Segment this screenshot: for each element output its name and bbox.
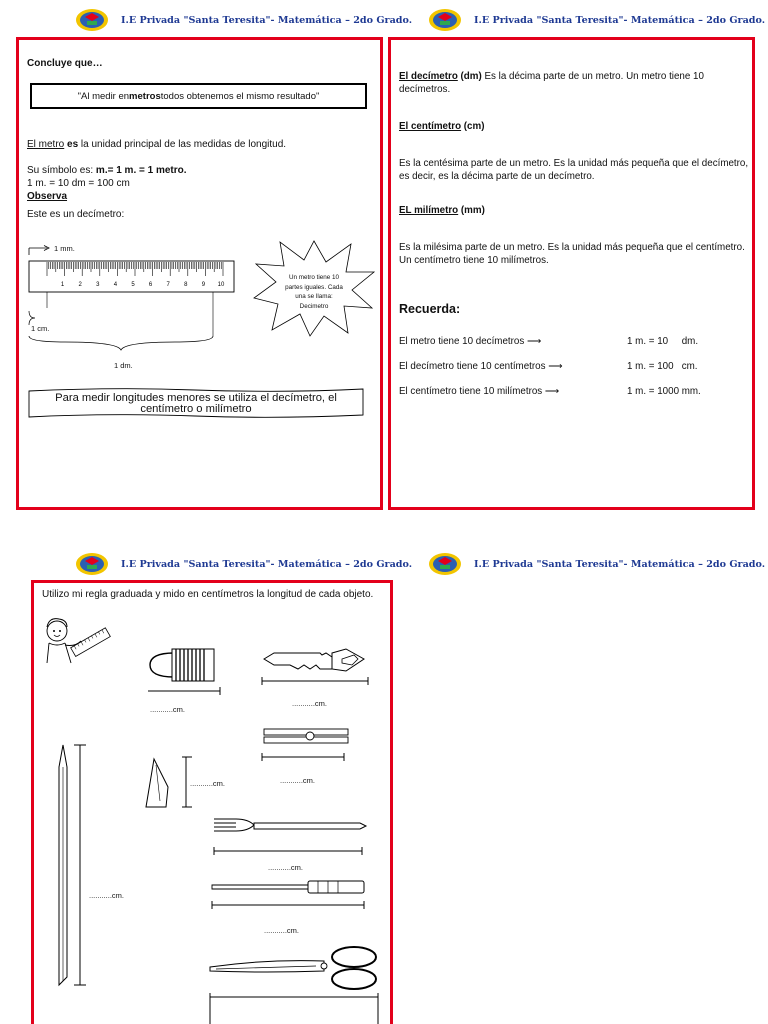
concluye-heading: Concluye que… <box>27 58 103 69</box>
centimetro-text: Es la centésima parte de un metro. Es la unidad más pequeña que el decímetro, es decir, es la décima parte de un decímetro. <box>399 158 749 182</box>
decimetro-abbr: (dm) <box>457 71 482 82</box>
scissors-icon <box>206 941 384 1024</box>
ruler-number: 4 <box>113 282 118 288</box>
conclusion-box <box>30 83 367 109</box>
conclusion-text-pre: "Al medir en <box>77 90 130 102</box>
metro-es: es <box>67 139 79 150</box>
ruler-number: 5 <box>131 282 135 288</box>
recuerda-row <box>399 360 562 373</box>
ruler-cm-label: 1 cm. <box>31 324 50 333</box>
recuerda-row-right: 1 m. = 100 cm. <box>627 361 698 372</box>
milimetro-text: Es la milésima parte de un metro. Es la unidad más pequeña que el centímetro. Un centímetro tiene 10 milímetros. <box>399 242 745 266</box>
recuerda-row <box>399 335 541 348</box>
decimetro-intro: Este es un decímetro: <box>27 209 125 220</box>
measure-blank: ...........cm. <box>190 779 226 788</box>
ruler-number: 9 <box>201 282 206 288</box>
instruction-text: Utilizo mi regla graduada y mido en centímetros la longitud de cada objeto. <box>42 589 374 600</box>
ruler-number: 8 <box>184 282 188 288</box>
ruler-number: 7 <box>166 282 170 288</box>
ruler-number: 2 <box>78 282 82 288</box>
decimeter-ruler <box>25 236 245 361</box>
ruler-number: 1 <box>60 282 65 288</box>
screwdriver-icon <box>208 877 368 921</box>
conclusion-text-post: todos obtenemos el mismo resultado" <box>160 90 320 102</box>
decimetro-definition <box>399 70 749 96</box>
recuerda-heading: Recuerda: <box>399 302 461 316</box>
arrow-right-icon: ⟶ <box>545 361 563 372</box>
panel-unidades <box>388 37 755 510</box>
recuerda-row-left: El decímetro tiene 10 centímetros <box>399 361 546 372</box>
school-logo-icon <box>75 7 109 33</box>
key-icon <box>260 645 372 693</box>
panel-concluye <box>16 37 383 510</box>
measure-blank: ...........cm. <box>150 705 186 714</box>
equivalence-line: 1 m. = 10 dm = 100 cm <box>27 178 130 189</box>
page-header <box>75 551 412 577</box>
fork-icon <box>210 813 370 863</box>
page-header <box>75 7 412 33</box>
header-title: I.E Privada "Santa Teresita"- Matemática – 2do Grado. <box>121 14 413 26</box>
school-logo-icon <box>428 7 462 33</box>
decimetro-term: El decímetro <box>399 71 458 82</box>
measure-blank: ...........cm. <box>89 891 125 900</box>
header-title: I.E Privada "Santa Teresita"- Matemática – 2do Grado. <box>474 14 766 26</box>
centimetro-abbr: (cm) <box>461 121 485 132</box>
measure-blank: ...........cm. <box>268 863 304 872</box>
clothespin-icon <box>260 725 352 769</box>
sharpener-icon <box>138 751 196 811</box>
banner-text: Para medir longitudes menores se utiliza el decímetro, el centímetro o milímetro <box>55 392 337 415</box>
simbolo-bold: m.= 1 m. = 1 metro. <box>95 165 187 176</box>
recuerda-row-left: El centímetro tiene 10 milímetros <box>399 386 543 397</box>
arrow-right-icon: ⟶ <box>542 386 559 397</box>
measure-blank: ...........cm. <box>280 776 316 785</box>
arrow-right-icon: ⟶ <box>524 336 542 347</box>
simbolo-pre: Su símbolo es: <box>27 165 96 176</box>
decimetro-text: Es la décima parte de un metro. Un metro tiene 10 decímetros. <box>399 71 704 95</box>
child-ruler-icon <box>41 613 113 673</box>
metro-rest: la unidad principal de las medidas de longitud. <box>78 139 287 150</box>
centimetro-heading <box>399 120 485 133</box>
simbolo-line <box>27 164 187 177</box>
milimetro-abbr: (mm) <box>458 205 485 216</box>
ruler-number: 6 <box>148 282 153 288</box>
recuerda-row-left: El metro tiene 10 decímetros <box>399 336 525 347</box>
header-title: I.E Privada "Santa Teresita"- Matemática – 2do Grado. <box>474 558 766 570</box>
ruler-dm-label: 1 dm. <box>114 361 133 370</box>
milimetro-heading <box>399 204 485 217</box>
metro-definition <box>27 138 377 151</box>
ruler-number: 3 <box>96 282 100 288</box>
measure-blank: ...........cm. <box>264 926 300 935</box>
ruler-number: 10 <box>217 282 225 288</box>
starburst-text: Un metro tiene 10 partes iguales. Cada una se llama: Decimetro <box>285 274 343 310</box>
measure-blank: ...........cm. <box>292 699 328 708</box>
page-header <box>428 551 765 577</box>
centimetro-term: El centímetro <box>399 121 462 132</box>
recuerda-row-right: 1 m. = 10 dm. <box>627 336 699 347</box>
recuerda-row <box>399 385 559 398</box>
observa-heading: Observa <box>27 191 68 202</box>
ruler-mm-label: 1 mm. <box>54 244 75 253</box>
milimetro-term: EL milímetro <box>399 205 459 216</box>
school-logo-icon <box>75 551 109 577</box>
conclusion-text-bold: metros <box>129 90 161 102</box>
pencil-icon <box>52 741 94 991</box>
lock-icon <box>144 641 224 696</box>
header-title: I.E Privada "Santa Teresita"- Matemática – 2do Grado. <box>121 558 413 570</box>
metro-term: El metro <box>27 139 65 150</box>
page-header <box>428 7 765 33</box>
recuerda-row-right: 1 m. = 1000 mm. <box>627 386 701 397</box>
school-logo-icon <box>428 551 462 577</box>
panel-medir <box>31 580 393 1024</box>
